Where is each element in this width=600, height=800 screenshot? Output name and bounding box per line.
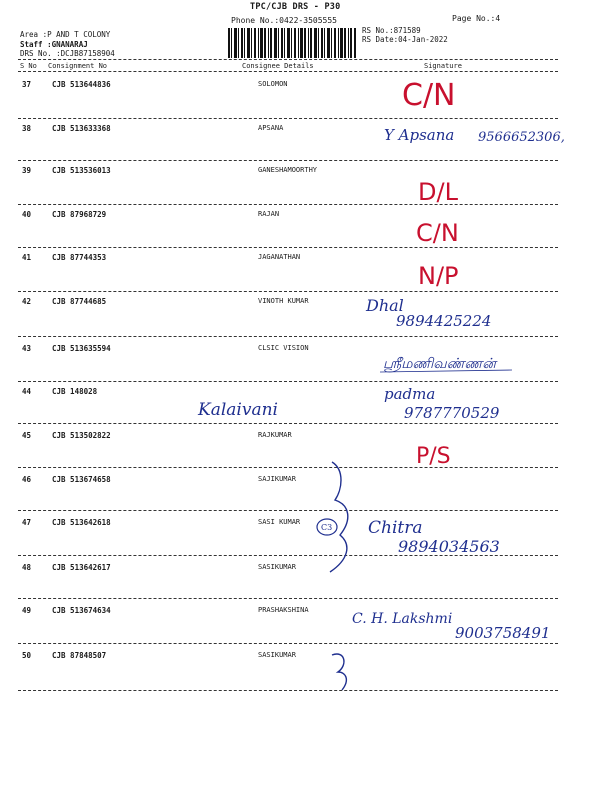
ps-mark: P/S: [416, 444, 451, 469]
phone-apsana: 9566652306,: [478, 130, 565, 145]
row-sno: 40: [22, 210, 32, 219]
cn-mark: C/N: [402, 78, 456, 113]
phone-vinoth: 9894425224: [396, 312, 492, 330]
row-consignment: CJB 87744353: [52, 253, 107, 262]
row-consignment: CJB 513633368: [52, 124, 111, 133]
signature-padma: padma: [384, 385, 436, 403]
row-sno: 44: [22, 387, 32, 396]
phone-number: Phone No.:0422-3505555: [231, 16, 337, 25]
dl-mark: D/L: [418, 178, 458, 206]
initials-stroke: [332, 654, 346, 690]
row-consignment: CJB 87968729: [52, 210, 107, 219]
row-consignee: JAGANATHAN: [258, 253, 301, 261]
phone-kalaivani: 9787770529: [404, 404, 500, 422]
signature-chitra: Chitra: [368, 518, 423, 538]
row-consignment: CJB 513536013: [52, 166, 111, 175]
area-label: Area :P AND T COLONY: [20, 30, 111, 39]
row-sno: 50: [22, 651, 32, 660]
row-consignment: CJB 87848507: [52, 651, 107, 660]
row-consignment: CJB 513642617: [52, 563, 111, 572]
row-consignment: CJB 513635594: [52, 344, 111, 353]
phone-lakshmi: 9003758491: [455, 624, 551, 642]
circle-stroke: [317, 519, 337, 535]
row-consignee: SASIKUMAR: [258, 651, 296, 659]
row-sno: 42: [22, 297, 32, 306]
sheet-title: TPC/CJB DRS - P30: [250, 2, 341, 12]
row-consignment: CJB 513674634: [52, 606, 111, 615]
row-consignee: CLSIC VISION: [258, 344, 309, 352]
underline-stroke: [380, 370, 512, 372]
np-mark: N/P: [418, 262, 459, 290]
cn-mark-2: C/N: [416, 219, 459, 247]
row-consignee: SASIKUMAR: [258, 563, 296, 571]
name-lakshmi: C. H. Lakshmi: [352, 611, 453, 627]
page-number: Page No.:4: [452, 14, 501, 23]
row-consignment: CJB 513502822: [52, 431, 111, 440]
col-consignee: Consignee Details: [242, 62, 314, 70]
row-consignment: CJB 87744685: [52, 297, 107, 306]
row-sno: 43: [22, 344, 32, 353]
circled-mark: C3: [321, 523, 333, 532]
row-sno: 47: [22, 518, 32, 527]
row-sno: 39: [22, 166, 32, 175]
row-consignee: VINOTH KUMAR: [258, 297, 309, 305]
row-consignee: PRASHAKSHINA: [258, 606, 309, 614]
signature-vinoth: Dhal: [366, 296, 404, 315]
row-consignee: SASI KUMAR: [258, 518, 301, 526]
bracket-stroke: [330, 462, 348, 572]
drs-number: DRS No. :DCJB87158904: [20, 49, 115, 58]
signature-tamil: ஶ்ரீமணிவண்ணன்: [383, 356, 496, 372]
row-sno: 46: [22, 475, 32, 484]
row-consignee: RAJKUMAR: [258, 431, 292, 439]
row-sno: 41: [22, 253, 32, 262]
signature-apsana: Y Apsana: [384, 126, 455, 144]
row-consignment: CJB 513642618: [52, 518, 111, 527]
name-kalaivani: Kalaivani: [198, 400, 278, 420]
row-sno: 45: [22, 431, 32, 440]
col-signature: Signature: [424, 62, 462, 70]
row-consignment: CJB 513674658: [52, 475, 111, 484]
rs-number: RS No.:871589: [362, 26, 421, 35]
row-consignment: CJB 148028: [52, 387, 98, 396]
phone-sasi: 9894034563: [398, 537, 500, 556]
row-consignee: RAJAN: [258, 210, 280, 218]
col-sno: S No: [20, 62, 37, 70]
row-consignee: APSANA: [258, 124, 284, 132]
row-consignment: CJB 513644836: [52, 80, 111, 89]
row-sno: 37: [22, 80, 32, 89]
row-sno: 38: [22, 124, 32, 133]
row-sno: 48: [22, 563, 32, 572]
row-consignee: SOLOMON: [258, 80, 288, 88]
col-consignment: Consignment No: [48, 62, 108, 70]
row-sno: 49: [22, 606, 32, 615]
row-consignee: SAJIKUMAR: [258, 475, 296, 483]
rs-date: RS Date:04-Jan-2022: [362, 35, 448, 44]
row-consignee: GANESHAMOORTHY: [258, 166, 318, 174]
staff-label: Staff :GNANARAJ: [20, 40, 88, 49]
